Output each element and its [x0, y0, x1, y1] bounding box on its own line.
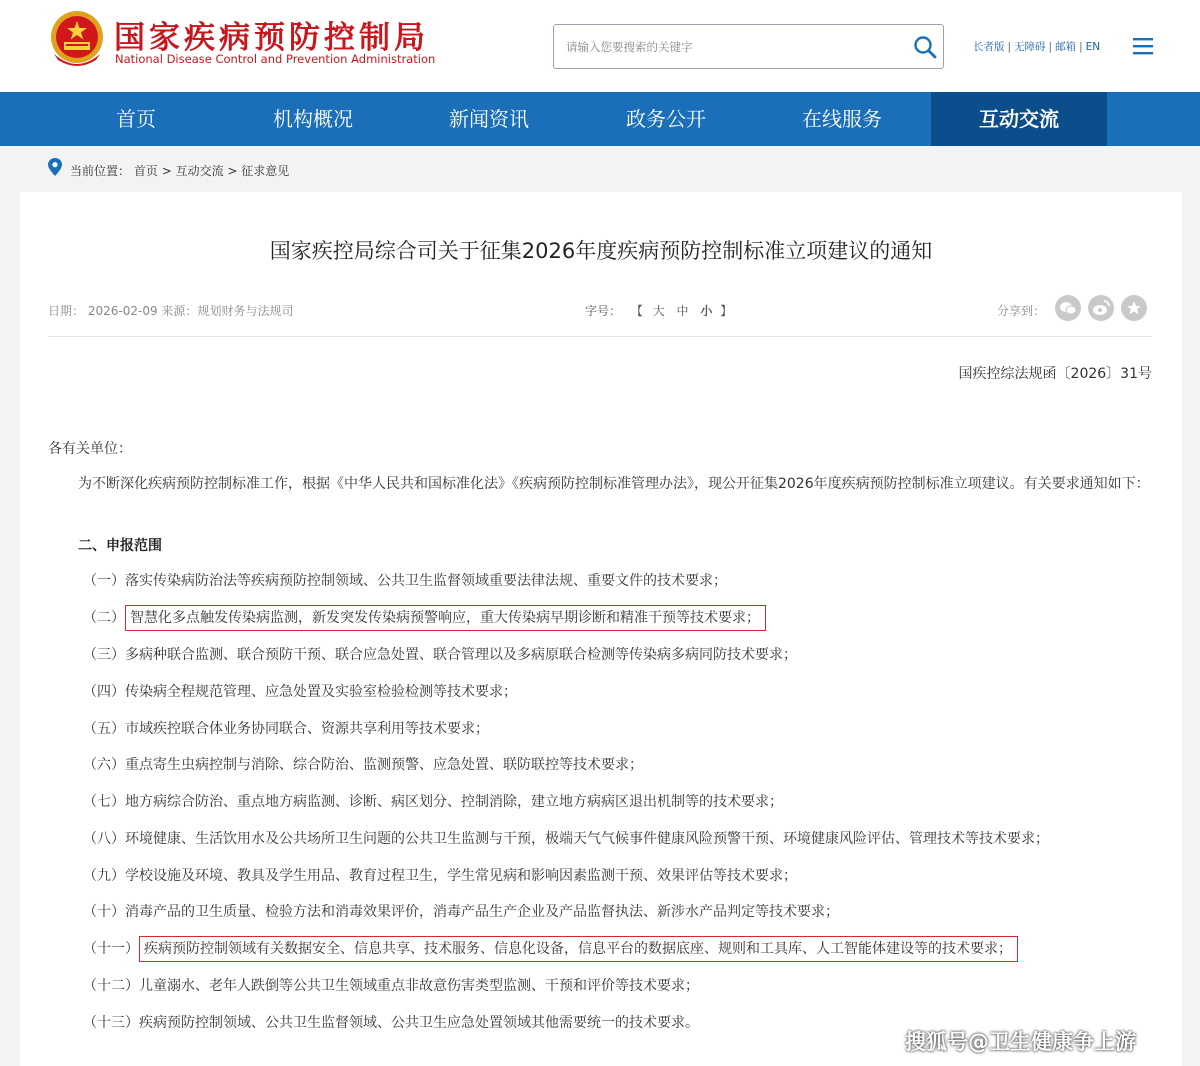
font-size-medium[interactable]: 中 [676, 304, 689, 318]
nav-item-about[interactable]: 机构概况 [273, 107, 353, 131]
article-card [20, 192, 1182, 1066]
sohu-watermark: 搜狐号@卫生健康争上游 [905, 1030, 1136, 1054]
font-size-label: 字号： [585, 304, 622, 318]
share-label: 分享到： [997, 304, 1046, 318]
scope-item-highlighted: （十一） 疾病预防控制领域有关数据安全、信息共享、技术服务、信息化设备，信息平台的数据底座、规则和工具库、人工智能体建设等的技术要求； [83, 938, 1018, 958]
scope-item: （七）地方病综合防治、重点地方病监测、诊断、病区划分、控制消除，建立地方病病区退出机制等的技术要求； [83, 794, 783, 810]
font-size-switcher: 字号： 【 大 中 小 】 [585, 304, 733, 318]
elder-version-link[interactable]: 长者版 [973, 41, 1005, 53]
favorite-share-icon[interactable] [1121, 295, 1147, 321]
search-icon[interactable] [912, 34, 938, 60]
scope-item: （八）环境健康、生活饮用水及公共场所卫生问题的公共卫生监测与干预，极端天气气候事件健康风险预警干预、环境健康风险评估、管理技术等技术要求； [83, 831, 1049, 847]
section-title: 二、申报范围 [78, 538, 162, 554]
accessibility-link[interactable]: 无障碍 [1014, 41, 1046, 53]
scope-item-highlighted: （二） 智慧化多点触发传染病监测，新发突发传染病预警响应，重大传染病早期诊断和精准干预等技术要求； [83, 607, 766, 627]
article-title: 国家疾控局综合司关于征集2026年度疾病预防控制标准立项建议的通知 [269, 239, 933, 263]
breadcrumb-label: 当前位置： [70, 164, 131, 178]
breadcrumb-home[interactable]: 首页 [133, 164, 158, 178]
national-emblem-icon [46, 8, 108, 70]
scope-item: （十三）疾病预防控制领域、公共卫生监督领域、公共卫生应急处置领域其他需要统一的技术要求。 [83, 1015, 699, 1031]
nav-item-interaction[interactable]: 互动交流 [931, 92, 1107, 146]
top-links: 长者版 | 无障碍 | 邮箱 | EN [973, 41, 1101, 53]
scope-item: （十）消毒产品的卫生质量、检验方法和消毒效果评价，消毒产品生产企业及产品监督执法、新涉水产品判定等技术要求； [83, 904, 839, 920]
location-pin-icon [48, 158, 62, 176]
scope-item: （一）落实传染病防治法等疾病预防控制领域、公共卫生监督领域重要法律法规、重要文件的技术要求； [83, 573, 727, 589]
share-buttons [1055, 295, 1155, 321]
search-input[interactable] [566, 35, 896, 59]
scope-item: （三）多病种联合监测、联合预防干预、联合应急处置、联合管理以及多病原联合检测等传染病多病同防技术要求； [83, 647, 797, 663]
scope-item: （十二）儿童溺水、老年人跌倒等公共卫生领域重点非故意伤害类型监测、干预和评价等技术要求； [83, 978, 699, 994]
search-box [553, 24, 944, 69]
hamburger-menu-icon[interactable] [1133, 36, 1153, 56]
nav-item-home[interactable]: 首页 [116, 107, 156, 131]
salutation: 各有关单位： [48, 441, 132, 457]
scope-item: （六）重点寄生虫病控制与消除、综合防治、监测预警、应急处置、联防联控等技术要求； [83, 757, 643, 773]
scope-item: （五）市域疾控联合体业务协同联合、资源共享利用等技术要求； [83, 721, 489, 737]
english-link[interactable]: EN [1085, 41, 1101, 53]
meta-divider [48, 336, 1152, 337]
font-size-small[interactable]: 小 [700, 304, 713, 318]
document-number: 国疾控综法规函〔2026〕31号 [958, 366, 1152, 382]
site-header [0, 0, 1200, 92]
source-label: 来源： [161, 304, 198, 318]
date-label: 日期： [48, 304, 85, 318]
scope-item: （九）学校设施及环境、教具及学生用品、教育过程卫生，学生常见病和影响因素监测干预、效果评估等技术要求； [83, 868, 797, 884]
nav-item-news[interactable]: 新闻资讯 [449, 107, 529, 131]
wechat-share-icon[interactable] [1055, 295, 1081, 321]
mailbox-link[interactable]: 邮箱 [1055, 41, 1077, 53]
breadcrumb-current[interactable]: 征求意见 [241, 164, 290, 178]
highlight-box: 智慧化多点触发传染病监测，新发突发传染病预警响应，重大传染病早期诊断和精准干预等技术要求； [125, 605, 766, 631]
article-meta [48, 302, 293, 319]
weibo-share-icon[interactable] [1088, 295, 1114, 321]
site-logo-english: National Disease Control and Prevention Administration [115, 52, 436, 66]
article-date: 2026-02-09 [87, 304, 158, 318]
main-nav [0, 92, 1200, 146]
nav-item-gov-info[interactable]: 政务公开 [626, 107, 706, 131]
intro-paragraph: 为不断深化疾病预防控制标准工作，根据《中华人民共和国标准化法》《疾病预防控制标准管理办法》，现公开征集2026年度疾病预防控制标准立项建议。有关要求通知如下： [78, 476, 1150, 492]
site-logo-text[interactable]: 国家疾病预防控制局 [114, 20, 429, 56]
nav-item-online-service[interactable]: 在线服务 [802, 107, 882, 131]
scope-item: （四）传染病全程规范管理、应急处置及实验室检验检测等技术要求； [83, 684, 517, 700]
font-size-large[interactable]: 大 [652, 304, 665, 318]
highlight-box: 疾病预防控制领域有关数据安全、信息共享、技术服务、信息化设备，信息平台的数据底座、规则和工具库、人工智能体建设等的技术要求； [139, 936, 1018, 962]
breadcrumb-interaction[interactable]: 互动交流 [175, 164, 224, 178]
article-source: 规划财务与法规司 [197, 304, 294, 318]
